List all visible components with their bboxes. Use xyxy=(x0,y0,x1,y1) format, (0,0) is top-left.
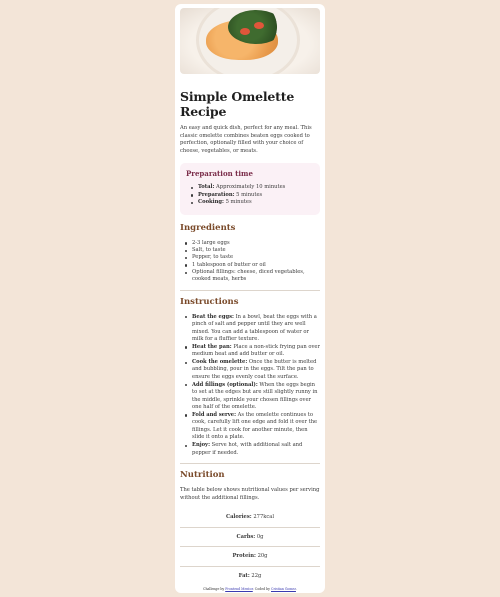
instructions-list xyxy=(180,314,320,457)
table-row xyxy=(180,528,320,548)
divider xyxy=(180,290,320,291)
table-row xyxy=(180,567,320,587)
list-item: Salt, to taste xyxy=(180,247,320,254)
step-text: When the eggs begin to set at the edges but are still slightly runny in the middle, sprinkle your chosen fillings over one half of the omelette. xyxy=(192,381,318,411)
footer-text: Challenge by xyxy=(203,587,226,592)
step-label: Add fillings (optional): xyxy=(192,381,258,388)
nutrient-label: Calories: xyxy=(225,514,252,521)
item-value: 5 minutes xyxy=(234,191,263,198)
list-item xyxy=(186,184,314,192)
item-label: Cooking: xyxy=(198,199,224,206)
nutrition-note: The table below shows nutritional values per serving without the additional fillings. xyxy=(180,487,320,501)
table-row xyxy=(180,508,320,528)
step-text: Once the butter is melted and bubbling, pour in the eggs. Tilt the pan to ensure the eggs evenly coat the surface. xyxy=(192,358,317,381)
ingredients-list xyxy=(180,240,320,284)
preparation-time-box xyxy=(180,163,320,215)
item-value: 5 minutes xyxy=(223,199,252,206)
attribution-footer xyxy=(180,587,320,591)
list-item xyxy=(180,314,320,344)
step-label: Heat the pan: xyxy=(192,343,232,350)
list-item xyxy=(186,192,314,200)
nutrient-label: Carbs: xyxy=(236,533,256,540)
step-label: Fold and serve: xyxy=(192,411,237,418)
list-item xyxy=(180,442,320,457)
nutrition-table xyxy=(180,508,320,586)
recipe-card xyxy=(175,4,325,593)
preparation-time-list xyxy=(186,184,314,207)
item-label: Total: xyxy=(198,184,215,191)
step-label: Cook the omelette: xyxy=(192,358,248,365)
author-link[interactable]: Cristian Gomez xyxy=(271,587,296,592)
step-text: As the omelette continues to cook, carefully lift one edge and fold it over the fillings. Let it cook for another minute, then slide it onto a plate. xyxy=(192,411,318,441)
divider xyxy=(180,463,320,464)
ingredients-title: Ingredients xyxy=(180,222,236,233)
list-item: Pepper, to taste xyxy=(180,254,320,261)
omelette-image xyxy=(180,8,320,74)
nutrient-value: 0g xyxy=(255,533,264,540)
frontend-mentor-link[interactable]: Frontend Mentor xyxy=(225,587,253,592)
step-text: In a bowl, beat the eggs with a pinch of salt and pepper until they are well mixed. You can add a tablespoon of water or milk for a fluffier texture. xyxy=(192,313,317,343)
table-row xyxy=(180,547,320,567)
recipe-intro: An easy and quick dish, perfect for any meal. This classic omelette combines beaten eggs cooked to perfection, optionally filled with your choice of cheese, vegetables, or meats. xyxy=(180,125,312,154)
nutrient-value: 20g xyxy=(255,553,268,560)
list-item xyxy=(180,359,320,382)
list-item: 1 tablespoon of butter or oil xyxy=(180,262,320,269)
nutrition-title: Nutrition xyxy=(180,470,225,481)
list-item xyxy=(180,382,320,412)
list-item: Optional fillings: cheese, diced vegetables, cooked meats, herbs xyxy=(180,269,320,284)
preparation-time-title: Preparation time xyxy=(186,169,253,179)
step-text: Serve hot, with additional salt and pepper if needed. xyxy=(192,441,303,456)
step-text: Place a non-stick frying pan over medium heat and add butter or oil. xyxy=(192,343,320,358)
step-label: Beat the eggs: xyxy=(192,313,234,320)
list-item xyxy=(180,344,320,359)
item-value: Approximately 10 minutes xyxy=(214,184,286,191)
tomato-shape xyxy=(254,22,264,29)
nutrient-value: 22g xyxy=(249,572,262,579)
page-title: Simple Omelette Recipe xyxy=(180,89,295,119)
instructions-title: Instructions xyxy=(180,296,239,307)
footer-text: . xyxy=(295,587,297,592)
nutrient-value: 277kcal xyxy=(251,514,275,521)
list-item xyxy=(180,412,320,442)
nutrient-label: Protein: xyxy=(232,553,256,560)
list-item xyxy=(186,199,314,207)
tomato-shape xyxy=(240,28,250,35)
item-label: Preparation: xyxy=(198,191,235,198)
list-item: 2-3 large eggs xyxy=(180,240,320,247)
step-label: Enjoy: xyxy=(192,441,210,448)
footer-text: . Coded by xyxy=(252,587,271,592)
nutrient-label: Fat: xyxy=(238,572,250,579)
